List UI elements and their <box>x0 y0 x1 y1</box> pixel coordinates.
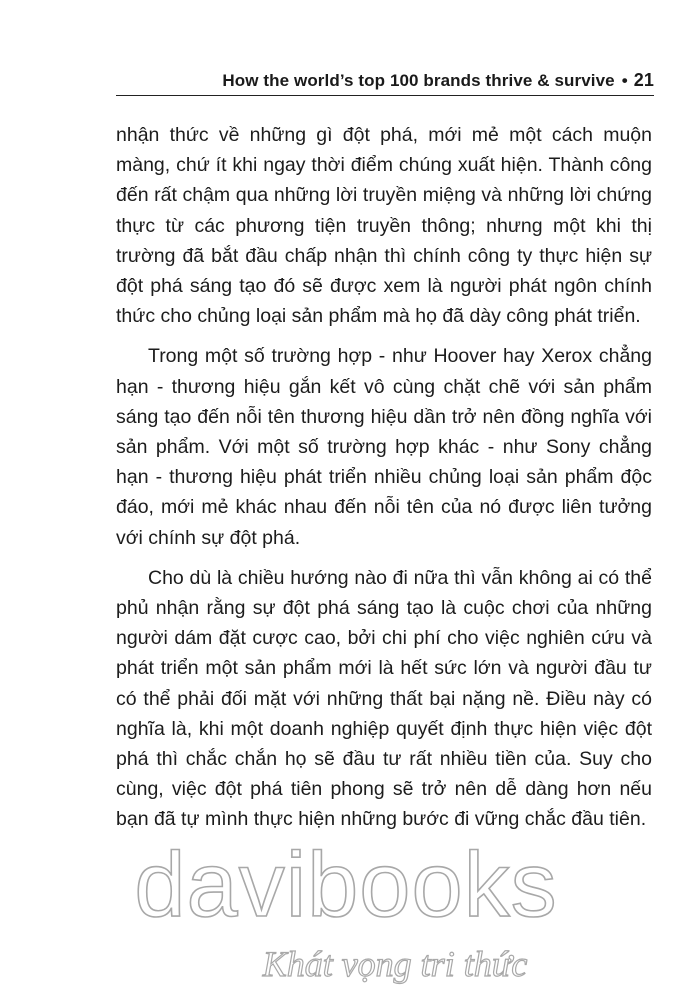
paragraph-3: Cho dù là chiều hướng nào đi nữa thì vẫn không ai có thể phủ nhận rằng sự đột phá sáng tạo là cuộc chơi của những người dám đặt cược cao, bởi chi phí cho việc nghiên cứu và phát triển một sản phẩm mới là hết sức lớn và người đầu tư có thể phải đối mặt với những thất bại nặng nề. Điều này có nghĩa là, khi một doanh nghiệp quyết định thực hiện việc đột phá thì chắc chắn họ sẽ đầu tư rất nhiều tiền của. Suy cho cùng, việc đột phá tiên phong sẽ trở nên dễ dàng hơn nếu bạn đã tự mình thực hiện những bước đi vững chắc đầu tiên. <box>116 566 652 831</box>
watermark-logo <box>0 840 700 988</box>
paragraph-2: Trong một số trường hợp - như Hoover hay Xerox chẳng hạn - thương hiệu gắn kết vô cùng chặt chẽ với sản phẩm sáng tạo đến nỗi tên thương hiệu dần trở nên đồng nghĩa với sản phẩm. Với một số trường hợp khác - như Sony chẳng hạn - thương hiệu phát triển nhiều chủng loại sản phẩm độc đáo, mới mẻ khác nhau đến nỗi tên của nó được liên tưởng với chính sự đột phá. <box>116 345 652 549</box>
watermark <box>0 840 700 988</box>
watermark-brand: davibooks <box>134 840 558 936</box>
book-title: How the world’s top 100 brands thrive & survive <box>222 71 615 90</box>
watermark-slogan: Khát vọng tri thức <box>262 944 528 984</box>
page-number: 21 <box>633 70 654 90</box>
header-separator: • <box>621 71 628 90</box>
header-rule <box>116 95 654 96</box>
paragraph-1: nhận thức về những gì đột phá, mới mẻ một cách muộn màng, chứ ít khi ngay thời điểm chúng xuất hiện. Thành công đến rất chậm qua những lời truyền miệng và những lời chứng thực từ các phương tiện truyền thông; nhưng một khi thị trường đã bắt đầu chấp nhận thì chính công ty thực hiện sự đột phá sáng tạo đó sẽ được xem là người phát ngôn chính thức cho chủng loại sản phẩm mà họ đã dày công phát triển. <box>116 124 652 328</box>
body-text <box>116 120 652 845</box>
running-header <box>116 70 654 94</box>
